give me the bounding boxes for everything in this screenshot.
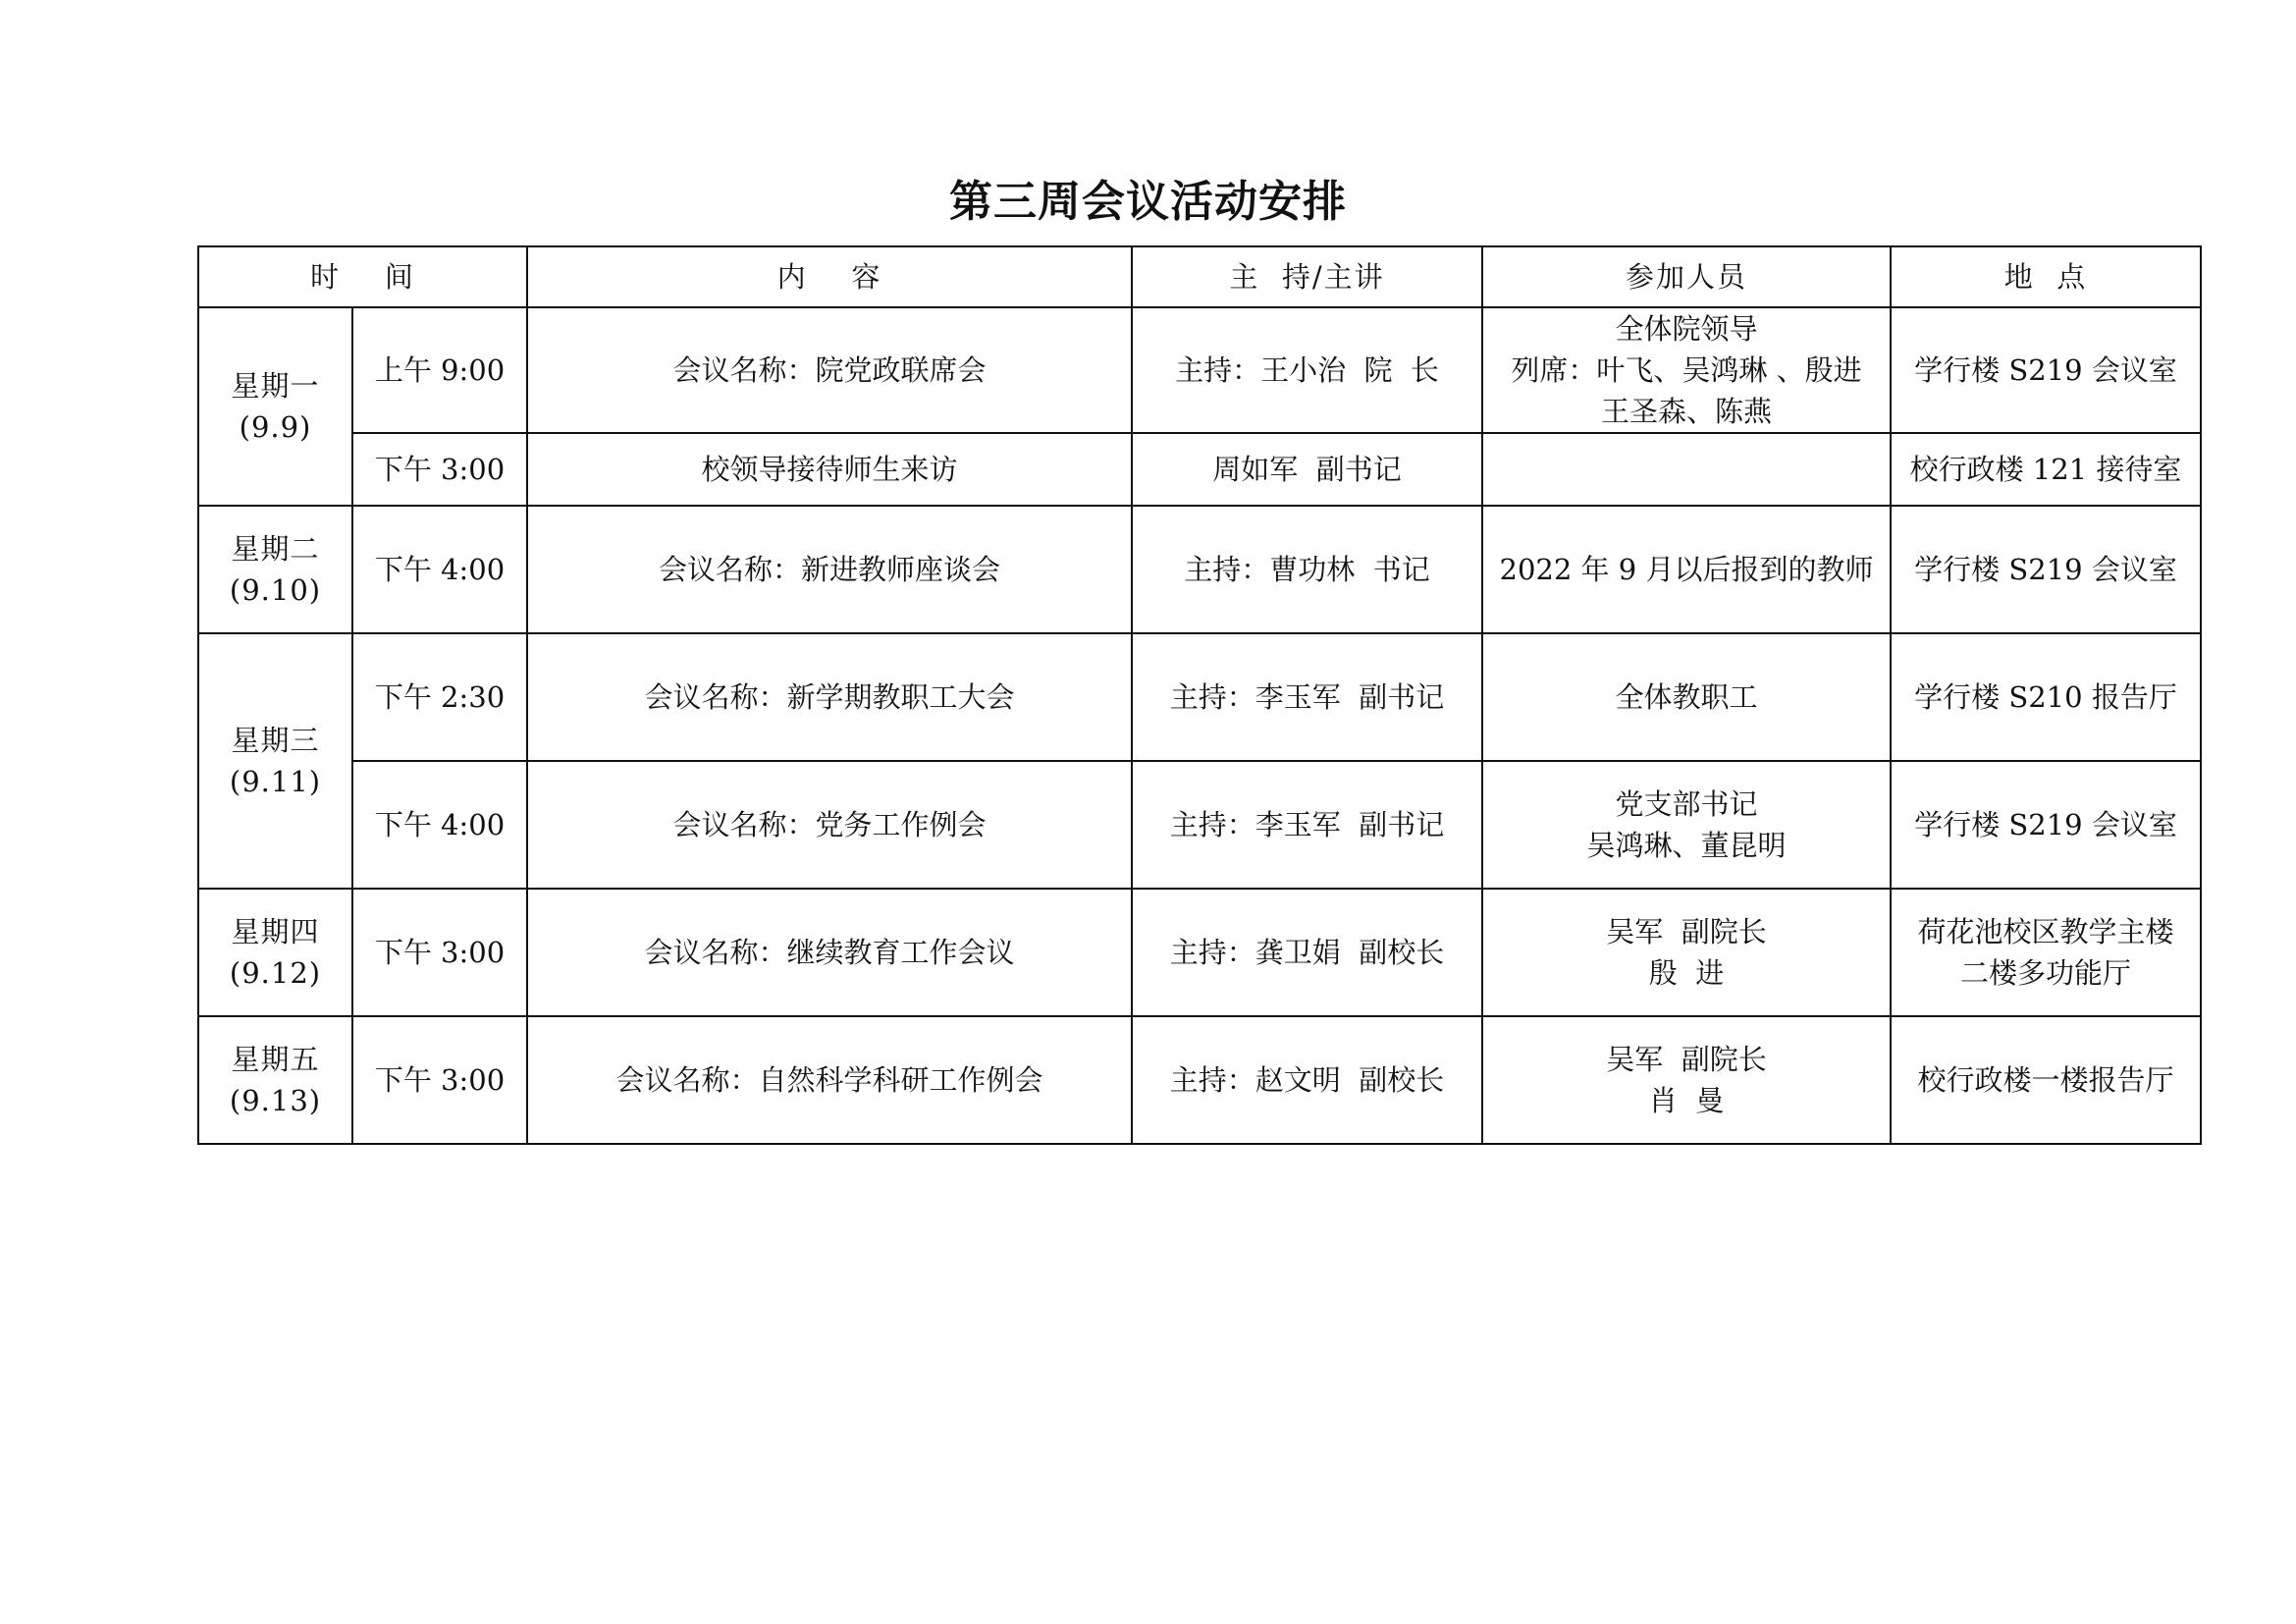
day-cell xyxy=(198,1016,352,1144)
attendees-cell xyxy=(1482,506,1891,633)
host-cell: 周如军 副书记 xyxy=(1132,433,1482,506)
attendee-line: 吴军 副院长 xyxy=(1606,915,1767,948)
time-cell: 下午 2:30 xyxy=(352,633,527,761)
host-cell: 主持：赵文明 副校长 xyxy=(1132,1016,1482,1144)
day-name: 星期四 xyxy=(231,915,320,948)
attendees-cell xyxy=(1482,307,1891,433)
attendee-line: 吴军 副院长 xyxy=(1606,1043,1767,1076)
attendee-line: 列席：叶飞、吴鸿琳 、殷进 xyxy=(1511,353,1862,387)
attendee-line: 殷 进 xyxy=(1648,956,1725,990)
table-row xyxy=(198,889,2201,1016)
content-cell: 会议名称：继续教育工作会议 xyxy=(527,889,1132,1016)
time-cell: 下午 3:00 xyxy=(352,1016,527,1144)
attendee-line: 2022 年 9 月以后报到的教师 xyxy=(1499,553,1874,586)
host-cell: 主持：曹功林 书记 xyxy=(1132,506,1482,633)
location-cell xyxy=(1891,506,2201,633)
location-line: 学行楼 S219 会议室 xyxy=(1914,553,2177,586)
attendee-line: 全体教职工 xyxy=(1615,680,1758,714)
table-row xyxy=(198,506,2201,633)
table-row xyxy=(198,761,2201,889)
location-cell xyxy=(1891,1016,2201,1144)
content-cell: 会议名称：党务工作例会 xyxy=(527,761,1132,889)
page-title: 第三周会议活动安排 xyxy=(949,177,1347,227)
day-name: 星期三 xyxy=(231,724,320,757)
location-cell xyxy=(1891,433,2201,506)
day-date: (9.10) xyxy=(229,573,322,607)
time-cell: 上午 9:00 xyxy=(352,307,527,433)
table-row xyxy=(198,633,2201,761)
content-cell: 会议名称：新进教师座谈会 xyxy=(527,506,1132,633)
day-name: 星期一 xyxy=(231,369,320,403)
attendees-cell xyxy=(1482,433,1891,506)
day-date: (9.11) xyxy=(229,765,322,798)
host-cell: 主持：龚卫娟 副校长 xyxy=(1132,889,1482,1016)
attendees-cell xyxy=(1482,889,1891,1016)
host-cell: 主持：李玉军 副书记 xyxy=(1132,761,1482,889)
location-cell xyxy=(1891,307,2201,433)
content-cell: 会议名称：新学期教职工大会 xyxy=(527,633,1132,761)
schedule-table xyxy=(197,245,2202,1145)
day-cell xyxy=(198,633,352,889)
header-content: 内 容 xyxy=(527,246,1132,307)
day-cell xyxy=(198,307,352,506)
schedule-body xyxy=(198,307,2201,1144)
time-cell: 下午 4:00 xyxy=(352,506,527,633)
attendees-cell xyxy=(1482,633,1891,761)
content-cell: 校领导接待师生来访 xyxy=(527,433,1132,506)
location-line: 学行楼 S219 会议室 xyxy=(1914,353,2177,387)
day-date: (9.12) xyxy=(229,956,322,990)
header-location: 地 点 xyxy=(1891,246,2201,307)
location-line: 学行楼 S210 报告厅 xyxy=(1914,680,2177,714)
table-row xyxy=(198,307,2201,433)
time-cell: 下午 3:00 xyxy=(352,889,527,1016)
location-cell xyxy=(1891,889,2201,1016)
day-date: (9.13) xyxy=(229,1084,322,1117)
location-cell xyxy=(1891,633,2201,761)
attendee-line: 全体院领导 xyxy=(1615,312,1758,346)
location-line: 校行政楼一楼报告厅 xyxy=(1917,1063,2174,1097)
table-row xyxy=(198,1016,2201,1144)
location-line: 校行政楼 121 接待室 xyxy=(1909,453,2182,486)
location-line: 荷花池校区教学主楼 xyxy=(1917,915,2174,948)
day-cell xyxy=(198,889,352,1016)
attendee-line: 王圣森、陈燕 xyxy=(1600,395,1772,428)
content-cell: 会议名称：自然科学科研工作例会 xyxy=(527,1016,1132,1144)
time-cell: 下午 3:00 xyxy=(352,433,527,506)
location-line: 二楼多功能厅 xyxy=(1959,956,2131,990)
time-cell: 下午 4:00 xyxy=(352,761,527,889)
table-header-row xyxy=(198,246,2201,307)
location-line: 学行楼 S219 会议室 xyxy=(1914,808,2177,841)
table-row xyxy=(198,433,2201,506)
day-cell xyxy=(198,506,352,633)
attendee-line: 肖 曼 xyxy=(1648,1084,1725,1117)
attendees-cell xyxy=(1482,1016,1891,1144)
attendee-line: 吴鸿琳、董昆明 xyxy=(1586,829,1787,862)
host-cell: 主持：李玉军 副书记 xyxy=(1132,633,1482,761)
header-attendees: 参加人员 xyxy=(1482,246,1891,307)
content-cell: 会议名称：院党政联席会 xyxy=(527,307,1132,433)
header-host: 主 持/主讲 xyxy=(1132,246,1482,307)
host-cell: 主持：王小治 院 长 xyxy=(1132,307,1482,433)
day-name: 星期二 xyxy=(231,532,320,566)
day-date: (9.9) xyxy=(239,410,312,444)
attendees-cell xyxy=(1482,761,1891,889)
day-name: 星期五 xyxy=(231,1043,320,1076)
header-time: 时 间 xyxy=(198,246,527,307)
attendee-line: 党支部书记 xyxy=(1615,787,1758,821)
location-cell xyxy=(1891,761,2201,889)
